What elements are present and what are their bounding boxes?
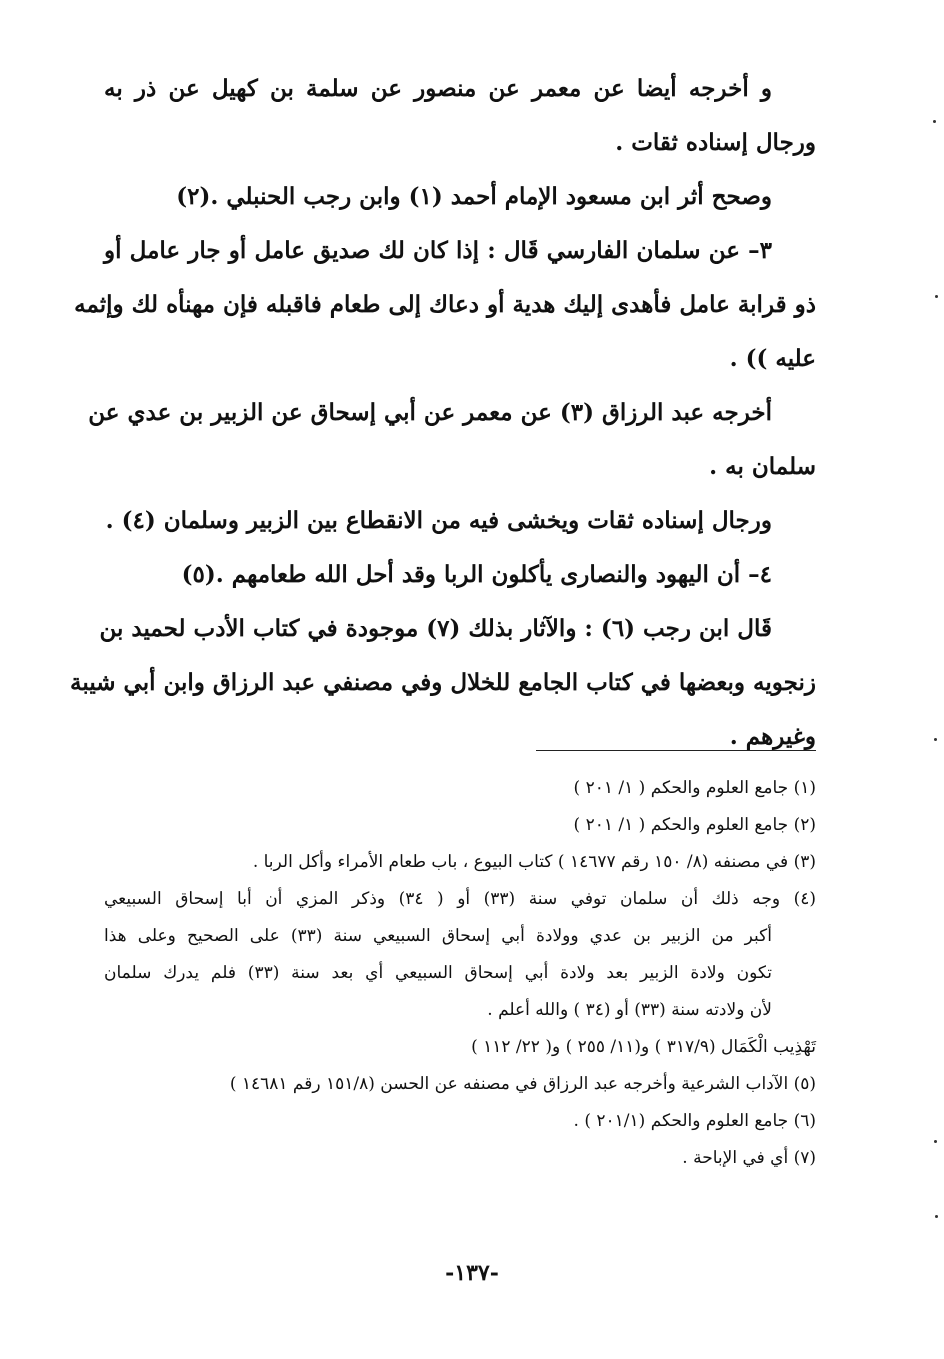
body-line: ورجال إسناده ثقات . — [615, 129, 816, 156]
scan-speck — [935, 295, 938, 298]
scan-speck — [934, 738, 937, 741]
body-line: ٣– عن سلمان الفارسي قَال : إذا كان لك صديق عامل أو جار عامل أو — [104, 237, 772, 264]
scan-speck — [935, 1215, 938, 1218]
scan-speck — [934, 1140, 937, 1143]
footnote-line: تكون ولادة الزبير بعد ولادة أبي إسحاق السبيعي أي بعد سنة (٣٣) فلم يدرك سلمان — [104, 963, 772, 983]
footnote-line: أكبر من الزبير بن عدي وولادة أبي إسحاق السبيعي سنة (٣٣) على الصحيح وعلى هذا — [104, 926, 772, 946]
footnote-line: (٢) جامع العلوم والحكم ( ١/ ٢٠١ ) — [573, 815, 816, 835]
footnote-line: (٥) الآداب الشرعية وأخرجه عبد الرزاق في مصنفه عن الحسن (١٥١/٨ رقم ١٤٦٨١ ) — [229, 1074, 816, 1094]
body-line: أخرجه عبد الرزاق (٣) عن معمر عن أبي إسحاق عن الزبير بن عدي عن — [88, 399, 772, 426]
footnote-line: (٧) أي في الإباحة . — [682, 1148, 816, 1168]
scan-speck — [933, 120, 936, 123]
footnote-line: تَهْذِيب الْكَمَال (٣١٧/٩ ) و(١١/ ٢٥٥ ) و( ٢٢/ ١١٢ ) — [471, 1037, 816, 1057]
body-line: سلمان به . — [709, 453, 816, 480]
page-number: -١٣٧- — [445, 1260, 499, 1286]
footnote-separator — [536, 750, 816, 751]
footnote-line: (١) جامع العلوم والحكم ( ١/ ٢٠١ ) — [573, 778, 816, 798]
body-line: ورجال إسناده ثقات ويخشى فيه من الانقطاع بين الزبير وسلمان (٤) . — [105, 507, 772, 534]
body-line: وغيرهم . — [729, 723, 816, 750]
footnote-line: (٤) وجه ذلك أن سلمان توفي سنة (٣٣) أو ( ٣٤) وذكر المزي أن أبا إسحاق السبيعي — [104, 889, 816, 909]
body-line: وصحح أثر ابن مسعود الإمام أحمد (١) وابن رجب الحنبلي .(٢) — [176, 183, 772, 210]
body-line: قَال ابن رجب (٦) : والآثار بذلك (٧) موجودة في كتاب الأدب لحميد بن — [99, 615, 772, 642]
main-text — [70, 62, 816, 764]
body-line: زنجويه وبعضها في كتاب الجامع للخلال وفي مصنفي عبد الرزاق وابن أبي شيبة — [70, 669, 816, 696]
footnotes — [104, 770, 816, 1177]
body-line: ذو قرابة عامل فأهدى إليك هدية أو دعاك إلى طعام فاقبله فإن مهنأه لك وإثمه — [74, 291, 816, 318]
footnote-line: (٣) في مصنفه (٨/ ١٥٠ رقم ١٤٦٧٧ ) كتاب البيوع ، باب طعام الأمراء وأكل الربا . — [252, 852, 816, 872]
body-line: عليه )) . — [729, 345, 816, 372]
footnote-line: لأن ولادته سنة (٣٣) أو (٣٤ ) والله أعلم . — [487, 1000, 772, 1020]
footnote-line: (٦) جامع العلوم والحكم (٢٠١/١ ) . — [573, 1111, 816, 1131]
body-line: ٤– أن اليهود والنصارى يأكلون الربا وقد أحل الله طعامهم .(٥) — [181, 561, 772, 588]
body-line: و أخرجه أيضا عن معمر عن منصور عن سلمة بن كهيل عن ذر به — [104, 75, 772, 102]
